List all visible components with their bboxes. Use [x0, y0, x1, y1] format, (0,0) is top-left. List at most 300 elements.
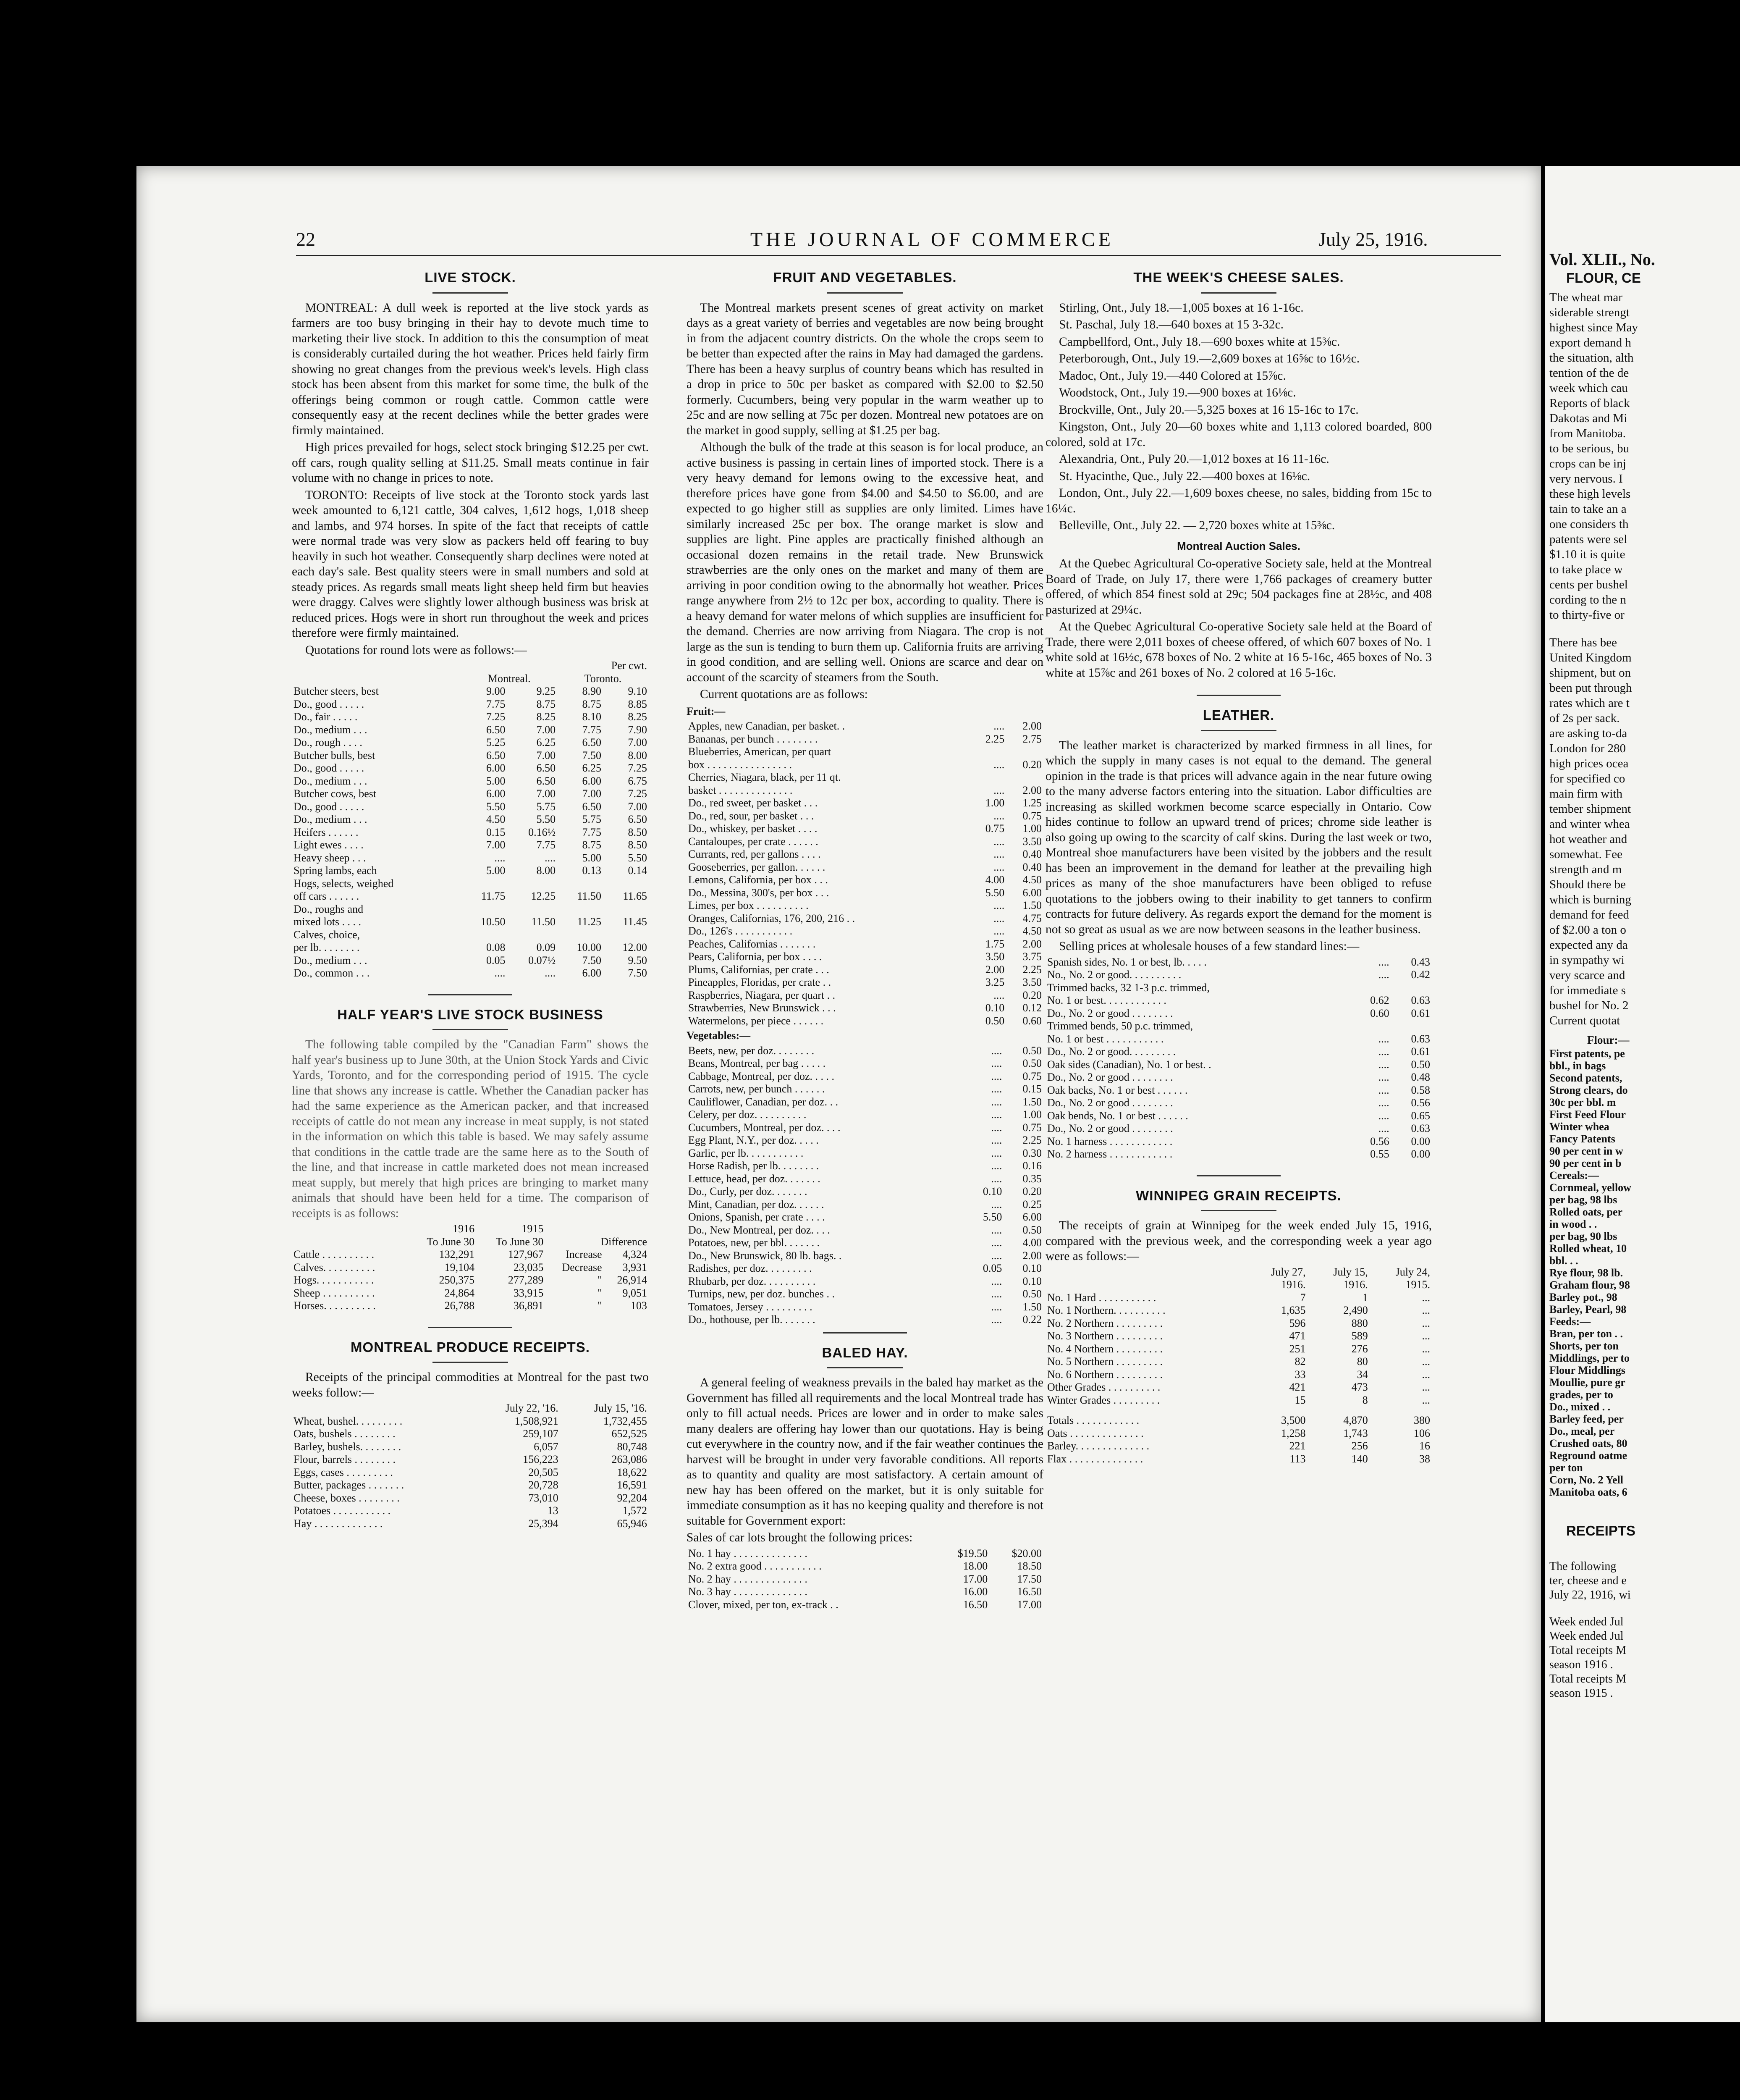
text-line: grades, per to — [1549, 1389, 1613, 1401]
cell-value: 1,508,921 — [514, 1415, 558, 1427]
row-label: Do., good . . . . . — [293, 800, 364, 813]
cell-value: 7.00 — [628, 800, 647, 813]
cell-value: 8.75 — [582, 839, 602, 851]
table-row — [292, 1415, 649, 1428]
cell-value: 0.10 — [983, 1185, 1002, 1197]
text-line: First patents, pe — [1549, 1047, 1625, 1060]
text-line: Fancy Patents — [1549, 1133, 1615, 1145]
cell-value: 7.75 — [486, 698, 506, 710]
text-line: shipment, but on — [1549, 666, 1631, 680]
table-row — [292, 1492, 649, 1505]
table-row — [687, 1083, 1043, 1096]
cell-value: ... — [1422, 1381, 1430, 1393]
toronto-col: Toronto. — [584, 672, 622, 685]
table-row — [292, 1504, 649, 1517]
cell-value: 5.50 — [628, 851, 647, 864]
row-label: Mint, Canadian, per doz. . . . . . — [688, 1198, 824, 1210]
cell-value: 7.50 — [628, 967, 647, 979]
row-label: No. 2 Northern . . . . . . . . . — [1047, 1317, 1163, 1329]
row-label: Radishes, per doz. . . . . . . . . — [688, 1262, 812, 1274]
text-line: Cereals:— — [1549, 1169, 1599, 1181]
col-head: 1916 — [453, 1223, 475, 1235]
row-label: Beans, Montreal, per bag . . . . . — [688, 1057, 826, 1069]
row-label: No. 1 harness . . . . . . . . . . . . — [1047, 1135, 1173, 1147]
row-label: Spring lambs, each — [293, 864, 377, 877]
table-row — [292, 711, 649, 724]
col-head: 1916. — [1343, 1278, 1368, 1291]
cell-value: 0.43 — [1411, 956, 1430, 968]
cell-value: 12.25 — [531, 890, 556, 902]
cell-value — [969, 771, 1006, 784]
flour-label: Flour:— — [1587, 1034, 1630, 1046]
cell-value: 0.75 — [985, 822, 1005, 835]
paragraph: Campbellford, Ont., July 18.—690 boxes white at 15⅜c. — [1059, 335, 1340, 349]
table-row — [1046, 1440, 1432, 1453]
row-label: Hay . . . . . . . . . . . . . — [293, 1517, 383, 1530]
row-label: Do., New Montreal, per doz. . . . — [688, 1223, 830, 1236]
cell-value: 7.00 — [486, 839, 506, 851]
cell-value: .... — [1378, 1097, 1389, 1109]
row-label: No. 1 or best . . . . . . . . . . . — [1047, 1032, 1164, 1045]
cell-value: 1.50 — [1022, 899, 1042, 911]
text-line: Dakotas and Mi — [1549, 412, 1627, 425]
text-line: First Feed Flour — [1549, 1108, 1626, 1121]
row-label: Do., No. 2 or good . . . . . . . . — [1047, 1097, 1173, 1109]
paragraph: London, Ont., July 22.—1,609 boxes cheese, no sales, bidding from 15c to 16¼c. — [1046, 486, 1432, 515]
cell-value: 7.75 — [582, 723, 602, 736]
cell-value: 2.00 — [1022, 937, 1042, 950]
table-row — [687, 1121, 1043, 1134]
cell-value: 23,035 — [513, 1261, 544, 1273]
row-label: No. 2 hay . . . . . . . . . . . . . . — [688, 1572, 807, 1585]
cell-value: .... — [991, 1070, 1002, 1082]
cell-value: .... — [1378, 1071, 1389, 1083]
cell-value: 25,394 — [528, 1517, 558, 1530]
table-row — [292, 864, 649, 877]
cell-value: 0.10 — [1022, 1275, 1042, 1287]
cell-value: .... — [993, 720, 1005, 732]
cell-value: 33 — [1295, 1368, 1306, 1381]
row-label: Eggs, cases . . . . . . . . . — [293, 1466, 393, 1478]
issue-date: July 25, 1916. — [1318, 228, 1428, 250]
cell-value: 0.16½ — [528, 826, 556, 838]
table-row — [292, 1261, 649, 1274]
table-row — [292, 736, 649, 749]
cell-value: 0.10 — [985, 1002, 1005, 1014]
cell-value: 0.35 — [1022, 1172, 1042, 1185]
cell-value: 92,204 — [617, 1491, 647, 1504]
table-row — [687, 976, 1043, 989]
table-row — [687, 1045, 1043, 1058]
row-label: No., No. 2 or good. . . . . . . . . . — [1047, 969, 1182, 981]
text-line: week which cau — [1549, 381, 1628, 395]
table-row — [292, 826, 649, 839]
cell-value: 6.00 — [582, 774, 602, 787]
table-row — [687, 1185, 1043, 1198]
table-row — [687, 746, 1043, 759]
col-head: To June 30 — [427, 1235, 475, 1248]
table-row — [1046, 1058, 1432, 1071]
row-label: Horse Radish, per lb. . . . . . . . — [688, 1160, 819, 1172]
text-line: these high levels — [1549, 487, 1631, 501]
cell-value: 26,788 — [444, 1299, 475, 1312]
row-label: No. 6 Northern . . . . . . . . . — [1047, 1368, 1163, 1381]
table-row — [292, 698, 649, 711]
table-row — [687, 733, 1043, 746]
cell-value: 17.00 — [963, 1572, 988, 1585]
row-label: No. 1 Hard . . . . . . . . . . . — [1047, 1291, 1156, 1304]
table-row — [292, 685, 649, 698]
text-line: Winter whea — [1549, 1121, 1609, 1133]
row-label: Watermelons, per piece . . . . . . — [688, 1014, 824, 1027]
row-label: Oats, bushels . . . . . . . . — [293, 1428, 396, 1440]
cell-value: 8.90 — [582, 685, 602, 697]
cell-value: 3,500 — [1281, 1414, 1306, 1426]
row-label: Pineapples, Floridas, per crate . . — [688, 976, 831, 988]
cell-value: .... — [993, 835, 1005, 848]
row-label: Butcher cows, best — [293, 788, 377, 800]
divider — [428, 1327, 512, 1328]
text-line: expected any da — [1549, 938, 1628, 952]
text-line: Manitoba oats, 6 — [1549, 1486, 1627, 1498]
table-row — [1046, 1045, 1432, 1058]
cell-value: 0.42 — [1411, 969, 1430, 981]
row-label: Do., No. 2 or good . . . . . . . . — [1047, 1071, 1173, 1083]
text-line: from Manitoba. — [1549, 427, 1626, 440]
table-row — [687, 963, 1043, 976]
cell-value: 0.62 — [1370, 994, 1389, 1006]
table-row — [292, 1287, 649, 1300]
cell-value: 4.75 — [1022, 912, 1042, 924]
text-line: Do., mixed . . — [1549, 1401, 1611, 1413]
row-label: Do., red, sour, per basket . . . — [688, 809, 814, 822]
page-number: 22 — [296, 228, 315, 250]
cell-value: 0.20 — [1022, 989, 1042, 1001]
table-row — [687, 848, 1043, 861]
row-label: Calves, choice, — [293, 928, 360, 941]
table-row — [292, 1428, 649, 1441]
cell-value — [507, 929, 557, 942]
text-line: bbl. . . — [1549, 1255, 1578, 1267]
paragraph: Kingston, Ont., July 20—60 boxes white and 1,113 colored boarded, 800 colored, sold at 17c. — [1046, 420, 1432, 449]
text-line: Barley, Pearl, 98 — [1549, 1303, 1627, 1315]
cell-value: 0.58 — [1411, 1084, 1430, 1096]
cell-value: 2.00 — [1022, 784, 1042, 796]
cell-value: 4.50 — [1022, 874, 1042, 886]
table-row — [687, 1301, 1043, 1314]
row-label: Oranges, Californias, 176, 200, 216 . . — [688, 912, 855, 924]
table-row — [687, 1198, 1043, 1211]
cell-value: .... — [993, 912, 1005, 924]
text-line: highest since May — [1549, 321, 1638, 334]
table-row — [687, 1096, 1043, 1109]
cell-value: 15 — [1295, 1394, 1306, 1406]
row-label: Trimmed bends, 50 p.c. trimmed, — [1047, 1020, 1193, 1032]
livestock-text — [292, 300, 649, 658]
text-line: rates which are t — [1549, 696, 1630, 710]
row-label: Wheat, bushel. . . . . . . . . — [293, 1415, 403, 1427]
cell-value — [557, 877, 603, 890]
cell-value: 6.25 — [582, 762, 602, 774]
cell-value: .... — [991, 1236, 1002, 1249]
text-line: There has bee — [1549, 636, 1617, 649]
text-line: patents were sel — [1549, 533, 1627, 546]
cell-value: 0.50 — [1022, 1288, 1042, 1300]
row-label: Cantaloupes, per crate . . . . . . — [688, 835, 818, 848]
cell-value: 3.75 — [1022, 950, 1042, 963]
next-page-volume: Vol. XLII., No. — [1549, 250, 1655, 269]
cell-value: 8.50 — [628, 826, 647, 838]
text-line: July 22, 1916, wi — [1549, 1588, 1631, 1601]
row-label: Oats . . . . . . . . . . . . . . — [1047, 1427, 1144, 1439]
vegetables-table — [687, 1045, 1043, 1326]
cell-value: 0.10 — [1022, 1262, 1042, 1274]
row-label: Limes, per box . . . . . . . . . . — [688, 899, 809, 911]
table-row — [687, 1224, 1043, 1237]
text-line: Feeds:— — [1549, 1315, 1591, 1328]
row-label: Gooseberries, per gallon. . . . . . — [688, 861, 825, 873]
row-label: Do., medium . . . — [293, 954, 367, 966]
cell-value: 11.75 — [481, 890, 506, 902]
table-row — [1046, 956, 1432, 969]
leather-text — [1046, 738, 1432, 954]
row-label: Do., whiskey, per basket . . . . — [688, 822, 818, 835]
cell-value: 5.75 — [536, 800, 556, 813]
row-label: No. 1 hay . . . . . . . . . . . . . . — [688, 1547, 807, 1559]
text-line: Rolled oats, per — [1549, 1206, 1623, 1218]
cell-value: 11.25 — [577, 916, 602, 928]
cell-value: 82 — [1295, 1355, 1306, 1368]
paragraph: St. Paschal, July 18.—640 boxes at 15 3-32c. — [1059, 318, 1284, 331]
table-row — [687, 912, 1043, 925]
row-label: mixed lots . . . . — [293, 916, 362, 928]
cell-value: 8.10 — [582, 711, 602, 723]
table-row — [292, 954, 649, 967]
row-label: Turnips, new, per doz. bunches . . — [688, 1288, 835, 1300]
cell-value: 6.25 — [536, 736, 556, 748]
cell-value: 0.50 — [985, 1014, 1005, 1027]
fruit-label: Fruit:— — [687, 705, 726, 717]
table-row — [687, 1173, 1043, 1186]
text-line: London for 280 — [1549, 742, 1626, 755]
cell-value: 380 — [1414, 1414, 1430, 1426]
text-line: Total receipts M — [1549, 1672, 1627, 1685]
cell-value: 6.50 — [486, 723, 506, 736]
paragraph: Madoc, Ont., July 19.—440 Colored at 15⅞c. — [1059, 369, 1286, 383]
row-label: Apples, new Canadian, per basket. . — [688, 720, 845, 732]
cell-value: 471 — [1289, 1330, 1306, 1342]
col-head: 1915. — [1405, 1278, 1430, 1291]
table-row — [1046, 982, 1432, 995]
text-line: 30c per bbl. m — [1549, 1096, 1616, 1108]
table-row — [687, 1599, 1043, 1612]
cell-value: 6.00 — [486, 788, 506, 800]
paragraph: Stirling, Ont., July 18.—1,005 boxes at 16 1-16c. — [1059, 301, 1304, 315]
row-label: Potatoes . . . . . . . . . . . — [293, 1504, 391, 1517]
cell-value: ... — [1422, 1355, 1430, 1368]
text-line: Crushed oats, 80 — [1549, 1437, 1627, 1449]
text-line: very nervous. I — [1549, 472, 1623, 486]
divider — [432, 1362, 508, 1363]
table-row — [292, 890, 649, 903]
cell-value: 263,086 — [611, 1453, 647, 1465]
cell-value: 6.50 — [486, 749, 506, 761]
table-row — [1046, 1368, 1432, 1381]
vegetables-label: Vegetables:— — [687, 1029, 751, 1042]
text-line: hot weather and — [1549, 832, 1627, 846]
fruit-table — [687, 720, 1043, 1027]
cell-value — [461, 877, 507, 890]
row-label: Cabbage, Montreal, per doz. . . . . — [688, 1070, 835, 1082]
cell-value: 13 — [547, 1504, 558, 1517]
cell-value: .... — [993, 848, 1005, 860]
flour-heading: FLOUR, CE — [1566, 270, 1641, 286]
row-label: No. 1 or best. . . . . . . . . . . . — [1047, 994, 1166, 1006]
text-line: strength and m — [1549, 863, 1622, 876]
cell-value: 24,864 — [444, 1286, 475, 1299]
cell-value: .... — [993, 758, 1005, 771]
table-row — [1046, 1453, 1432, 1466]
text-line: of $2.00 a ton o — [1549, 923, 1626, 937]
text-line: Reground oatme — [1549, 1449, 1627, 1462]
row-label: Carrots, new, per bunch . . . . . . — [688, 1083, 825, 1095]
cell-value: 5.00 — [582, 851, 602, 864]
cell-value: .... — [991, 1044, 1002, 1057]
cell-value: 6.00 — [486, 762, 506, 774]
table-row — [1046, 969, 1432, 982]
col-head: To June 30 — [495, 1235, 544, 1248]
cheese-heading: THE WEEK'S CHEESE SALES. — [1133, 270, 1344, 285]
cell-value: .... — [1378, 1058, 1389, 1071]
cell-value — [1350, 1020, 1391, 1033]
row-label: Potatoes, new, per bbl. . . . . . . — [688, 1236, 820, 1249]
cell-value: 2.25 — [1022, 963, 1042, 976]
cell-value: 7.75 — [536, 839, 556, 851]
cell-value: 1.00 — [985, 797, 1005, 809]
table-row — [687, 759, 1043, 772]
cell-value: 17.50 — [1017, 1572, 1042, 1585]
row-label: No. 3 hay . . . . . . . . . . . . . . — [688, 1586, 807, 1598]
cell-value: 4.00 — [985, 874, 1005, 886]
cell-value: 0.20 — [1022, 1185, 1042, 1197]
row-label: Do., common . . . — [293, 967, 370, 979]
table-row — [687, 771, 1043, 784]
text-line: Cornmeal, yellow — [1549, 1181, 1631, 1194]
cell-value: 0.60 — [1370, 1007, 1389, 1019]
table-row — [292, 877, 649, 890]
text-line: Moullie, pure gr — [1549, 1376, 1625, 1389]
leather-table — [1046, 956, 1432, 1161]
table-row — [687, 797, 1043, 810]
text-line: 90 per cent in b — [1549, 1157, 1622, 1169]
cell-value: " — [597, 1286, 602, 1299]
text-line: for immediate s — [1549, 984, 1626, 997]
cell-value: .... — [991, 1147, 1002, 1159]
divider — [1201, 292, 1276, 294]
hay-heading: BALED HAY. — [822, 1344, 908, 1360]
cell-value: .... — [993, 861, 1005, 873]
cell-value: 8.25 — [536, 711, 556, 723]
table-row — [687, 1147, 1043, 1160]
cell-value: 18.50 — [1017, 1560, 1042, 1572]
text-line: Corn, No. 2 Yell — [1549, 1474, 1623, 1486]
cell-value: 5.00 — [486, 864, 506, 877]
text-line: per ton — [1549, 1462, 1583, 1474]
text-line: Should there be — [1549, 878, 1626, 891]
cell-value: 8.50 — [628, 839, 647, 851]
text-line: Rye flour, 98 lb. — [1549, 1267, 1623, 1279]
text-line: Strong clears, do — [1549, 1084, 1628, 1096]
cell-value: 33,915 — [513, 1286, 544, 1299]
cell-value: 18,622 — [617, 1466, 647, 1478]
cell-value: 0.16 — [1022, 1160, 1042, 1172]
cell-value: .... — [991, 1172, 1002, 1185]
cell-value: 5.50 — [983, 1211, 1002, 1223]
cell-value: 7.50 — [582, 954, 602, 966]
cell-value — [461, 929, 507, 942]
cell-value — [1006, 746, 1043, 759]
table-row — [687, 938, 1043, 951]
cell-value: 1.25 — [1022, 797, 1042, 809]
hay-text: A general feeling of weakness prevails in the baled hay market as the Government has filled all requirements and the local Montreal trade has only to fill actual needs. Prices are lower and in order to make sales many dealers are offering hay lower than our quotations. Hay is being cut everywhere in the country now, and if the fair weather continues the harvest will be brought in under very favorable conditions. All reports as to quantity and quality are most satisfactory. A certain amount of new hay has been offered on the market, but it is only suitable for immediate consumption as it has no keeping quality and therefore is not suitable for Government export: — [687, 1376, 1043, 1528]
livestock-heading: LIVE STOCK. — [425, 270, 516, 285]
cell-value: .... — [991, 1108, 1002, 1121]
cell-value: 16.50 — [1017, 1586, 1042, 1598]
row-label: Winter Grades . . . . . . . . . — [1047, 1394, 1160, 1406]
cell-value: 0.05 — [983, 1262, 1002, 1274]
text-line: season 1915 . — [1549, 1687, 1613, 1700]
table-row — [687, 1134, 1043, 1147]
produce-text: Receipts of the principal commodities at Montreal for the past two weeks follow:— — [292, 1370, 649, 1399]
text-line — [1549, 622, 1740, 635]
table-row — [1046, 1292, 1432, 1305]
cell-value: ... — [1422, 1394, 1430, 1406]
cell-value: 0.48 — [1411, 1071, 1430, 1083]
row-label: Barley, bushels. . . . . . . . — [293, 1440, 401, 1453]
row-label: Flax . . . . . . . . . . . . . . — [1047, 1452, 1143, 1465]
row-label: Do., 126's . . . . . . . . . . . — [688, 925, 793, 937]
cell-value: 16,591 — [617, 1479, 647, 1491]
text-line: cording to the n — [1549, 593, 1626, 606]
cell-value: 10.50 — [480, 916, 506, 928]
column-3 — [1046, 267, 1432, 1465]
text-line: cents per bushel — [1549, 578, 1628, 591]
text-line: Current quotat — [1549, 1014, 1620, 1027]
row-label: Hogs. . . . . . . . . . . — [293, 1274, 374, 1286]
cell-value: 8.25 — [628, 711, 647, 723]
cell-value: 0.25 — [1022, 1198, 1042, 1210]
cell-value: 1,258 — [1281, 1427, 1306, 1439]
cell-value: 3.50 — [1022, 835, 1042, 848]
table-row — [1046, 1020, 1432, 1033]
fruit-heading: FRUIT AND VEGETABLES. — [773, 270, 957, 285]
row-label: Beets, new, per doz. . . . . . . . — [688, 1044, 815, 1057]
cell-value — [1006, 771, 1043, 784]
cell-value: Increase — [566, 1248, 602, 1260]
row-label: Lettuce, head, per doz. . . . . . . — [688, 1172, 820, 1185]
receipts-heading: RECEIPTS — [1566, 1523, 1636, 1538]
cell-value: 0.00 — [1411, 1148, 1430, 1160]
text-line: very scarce and — [1549, 969, 1625, 982]
cell-value: 1.50 — [1022, 1300, 1042, 1313]
table-row — [1046, 1414, 1432, 1427]
cell-value: 20,505 — [528, 1466, 558, 1478]
cell-value: 0.40 — [1022, 848, 1042, 860]
row-label: Cauliflower, Canadian, per doz. . . — [688, 1095, 839, 1108]
cell-value: 473 — [1351, 1381, 1368, 1393]
text-line: 90 per cent in w — [1549, 1145, 1623, 1157]
halfyear-heading: HALF YEAR'S LIVE STOCK BUSINESS — [337, 1006, 603, 1022]
